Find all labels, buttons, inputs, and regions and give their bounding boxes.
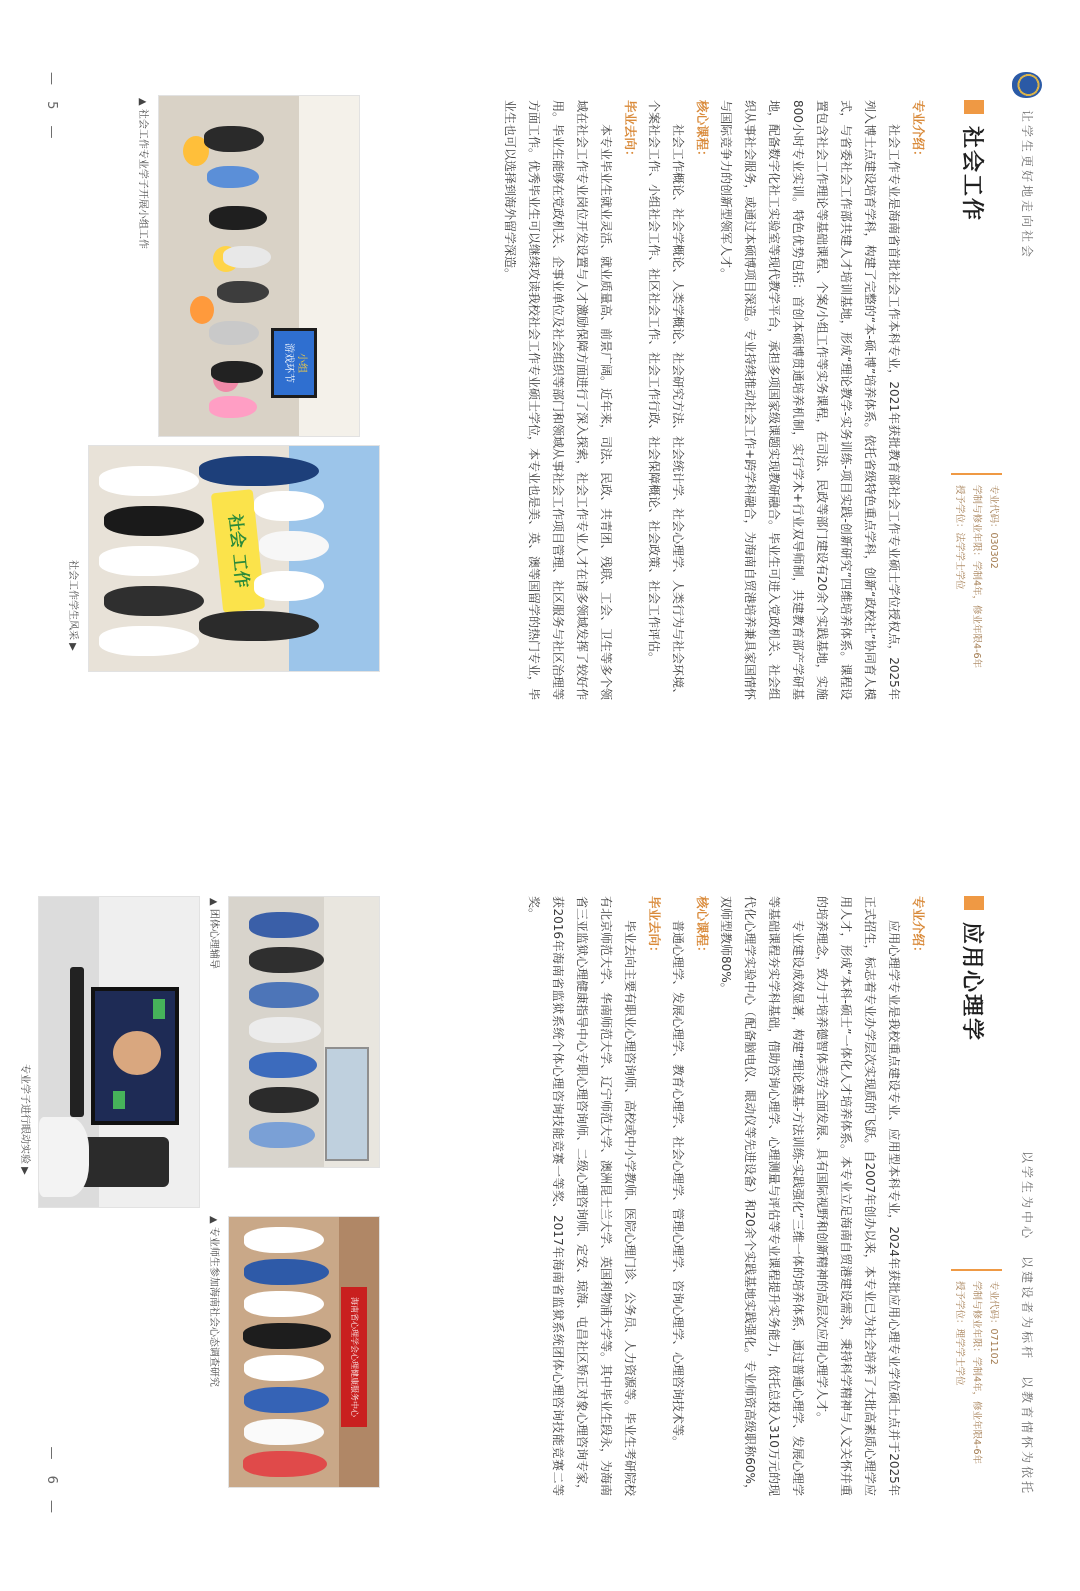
- photo-red-banner: 海南省心理学会心理健康服务中心: [341, 1287, 367, 1427]
- university-emblem-icon: [1012, 72, 1042, 98]
- caption-text: 社会工作学生风采: [67, 560, 78, 640]
- page-title: 应用心理学: [959, 922, 986, 1043]
- body-text: [522, 896, 930, 1496]
- page-title: 社会工作: [959, 126, 986, 223]
- paragraph-career: 毕业去向主要有职业心理咨询师、高校或中小学教师、医院心理门诊、公务员、人力资源等。毕业生考研院校有北京师范大学、华南师范大学、辽宁师范大学、澳洲昆士兰大学、英国利物浦大学等。其中毕业生段永，为海南省三亚监狱心理健康指导中心专职心理咨询师、二级心理咨询师、定安、琼海、屯昌社区矫正对象心理咨询专家，获2016年海南省监狱系统个体心理咨询技能竞赛一等奖、2017年海南省监狱系统团体心理咨询技能竞赛二等奖。: [527, 896, 637, 1497]
- paragraph-intro-2: 专业建设成效显著，构建“理论奠基-方法训练-实践强化”三维一体的培养体系，通过普通心理学、发展心理学等基础课程夯实学科基础，借助咨询心理学、心理测量与评估等专业课程提升实务能力，依托总投入310万元的现代化心理学实验中心（配备脑电仪、眼动仪等先进设备）和20余个实践基地实践强化。专业师资高级职称60%，双师型教师80%。: [719, 896, 805, 1496]
- heading-career: 毕业去向：: [647, 896, 662, 959]
- presentation-screen: [271, 328, 317, 398]
- section-title: [954, 896, 994, 1042]
- study-length: 学制与修业年限：学制4年，修业年限4-6年: [971, 485, 982, 669]
- body-text: [498, 100, 930, 700]
- major-code: 专业代码：030302: [988, 485, 999, 569]
- photo-group-work: [158, 95, 360, 437]
- degree: 授予学位：理学学士学位: [954, 1281, 965, 1386]
- heading-intro: 专业介绍：: [911, 896, 926, 959]
- screen-text-2: 游戏环节: [283, 343, 294, 383]
- major-meta: [951, 1269, 1002, 1501]
- header-motto: 让学生更好地走向社会: [1020, 110, 1034, 261]
- caption-text: 社会工作专业学子开展小组工作: [137, 108, 148, 249]
- heading-core-courses: 核心课程：: [695, 100, 710, 163]
- caption-text: 专业师生参加海南社会心态调查研究: [208, 1226, 219, 1387]
- photo-social-survey: [228, 1216, 380, 1488]
- heading-core-courses: 核心课程：: [695, 896, 710, 959]
- title-accent-bar: [964, 896, 984, 910]
- paragraph-intro: 社会工作专业是海南省首批社会工作本科专业，2021年获批教育部社会工作专业硕士学位授权点，2025年列入博士点建设培育学科，构建了完整的“本-硕-博”培养体系。依托省级特色重点学科，创新“政校社”协同育人模式，与省委社会工作部共建人才培训基地，形成“理论教学-实务训练-项目实践-创新研究”四维培养体系。课程设置包含社会工作理论等基础课程、个案/小组工作等实务课程，在司法、民政等部门建设有20余个实践基地，实施800小时专业实训。特色优势包括：首创本硕博贯通培养机制，实行学术+行业双导师制，共建教育部产学研基地，配备数字化社工实验室等现代教学平台，承担多项国家级课题实现教研融合。毕业生可进入党政机关、社会组织从事社会服务，或通过本硕博项目深造。专业持续推动社会工作+跨学科融合，为海南自贸港培养兼具家国情怀与国际竞争力的创新型领军人才。: [719, 100, 901, 701]
- study-length: 学制与修业年限：学制4年，修业年限4-6年: [971, 1281, 982, 1465]
- caption-text: 团体心理辅导: [208, 908, 219, 969]
- page-number: — 5 —: [44, 72, 59, 145]
- heading-intro: 专业介绍：: [911, 100, 926, 163]
- paragraph-career: 本专业毕业生就业灵活、就业质量高、前景广阔。近年来，司法、民政、共青团、残联、工会、卫生等多个领域在社会工作专业岗位开发设置与人才激励保障方面进行了深入探索，社会工作专业人才在诸多领域发挥了较好作用。毕业生能够在党政机关、企事业单位及社会组织等部门和领域从事社会工作项目管理、社区服务与社区治理等方面工作。优秀毕业生可以继续攻读我校社会工作专业硕士学位，本专业也是美、英、澳等国留学的热门专业，毕业生也可以选择到海外留学深造。: [503, 100, 613, 701]
- page-applied-psychology: [0, 796, 1080, 1591]
- heading-career: 毕业去向：: [623, 100, 638, 163]
- major-meta: [951, 473, 1002, 705]
- major-code: 专业代码：071102: [988, 1281, 999, 1365]
- photo-banner: 社会 工作: [211, 489, 265, 613]
- degree: 授予学位：法学学士学位: [954, 485, 965, 590]
- photo-group-counseling: [228, 896, 380, 1168]
- caption-text: 专业学子进行眼动实验: [19, 1064, 30, 1164]
- page-number: — 6 —: [44, 1446, 59, 1519]
- section-title: [954, 100, 994, 222]
- screen-text-1: 小组: [296, 353, 307, 373]
- photo-caption-eye-tracking: 专业学子进行眼动实验 ▶: [19, 1064, 30, 1175]
- photo-caption-social-survey: ▲ 专业师生参加海南社会心态调查研究: [208, 1216, 219, 1387]
- photo-social-work-students: [88, 445, 380, 672]
- paragraph-core-courses: 普通心理学、发展心理学、教育心理学、社会心理学、管理心理学、咨询心理学、心理咨询技术等。: [671, 920, 685, 1449]
- photo-caption-group-work: ▲ 社会工作专业学子开展小组工作: [137, 98, 148, 249]
- page-social-work: [0, 0, 1080, 795]
- photo-eye-tracking: [38, 896, 200, 1208]
- experiment-monitor: [91, 987, 179, 1125]
- photo-caption-group-counseling: ▲ 团体心理辅导: [208, 898, 219, 969]
- paragraph-core-courses: 社会工作概论、社会学概论、人类学概论、社会研究方法、社会统计学、社会心理学、人类行为与社会环境、个案社会工作、小组社会工作、社区社会工作、社会工作行政、社会保障概论、社会政策、社会工作评估。: [647, 100, 685, 701]
- paragraph-intro-1: 应用心理学专业是我校重点建设专业、应用型本科专业，2024年获批应用心理专业学位硕士点并于2025年正式招生，标志着专业办学层次实现质的飞跃。自2007年创办以来，本专业已为社会培养了大批高素质心理学应用人才，形成“本科-硕士”一体化人才培养体系。本专业立足海南自贸港建设需求，秉持科学精神与人文关怀并重的培养理念，致力于培养德智体美劳全面发展、具有国际视野和创新精神的高层次应用心理学人才。: [815, 896, 901, 1496]
- title-accent-bar: [964, 100, 984, 114]
- photo-caption-students: 社会工作学生风采 ▶: [67, 560, 78, 651]
- header-motto: 以学生为中心 以建设者为标杆 以教育情怀为依托: [1020, 1150, 1034, 1496]
